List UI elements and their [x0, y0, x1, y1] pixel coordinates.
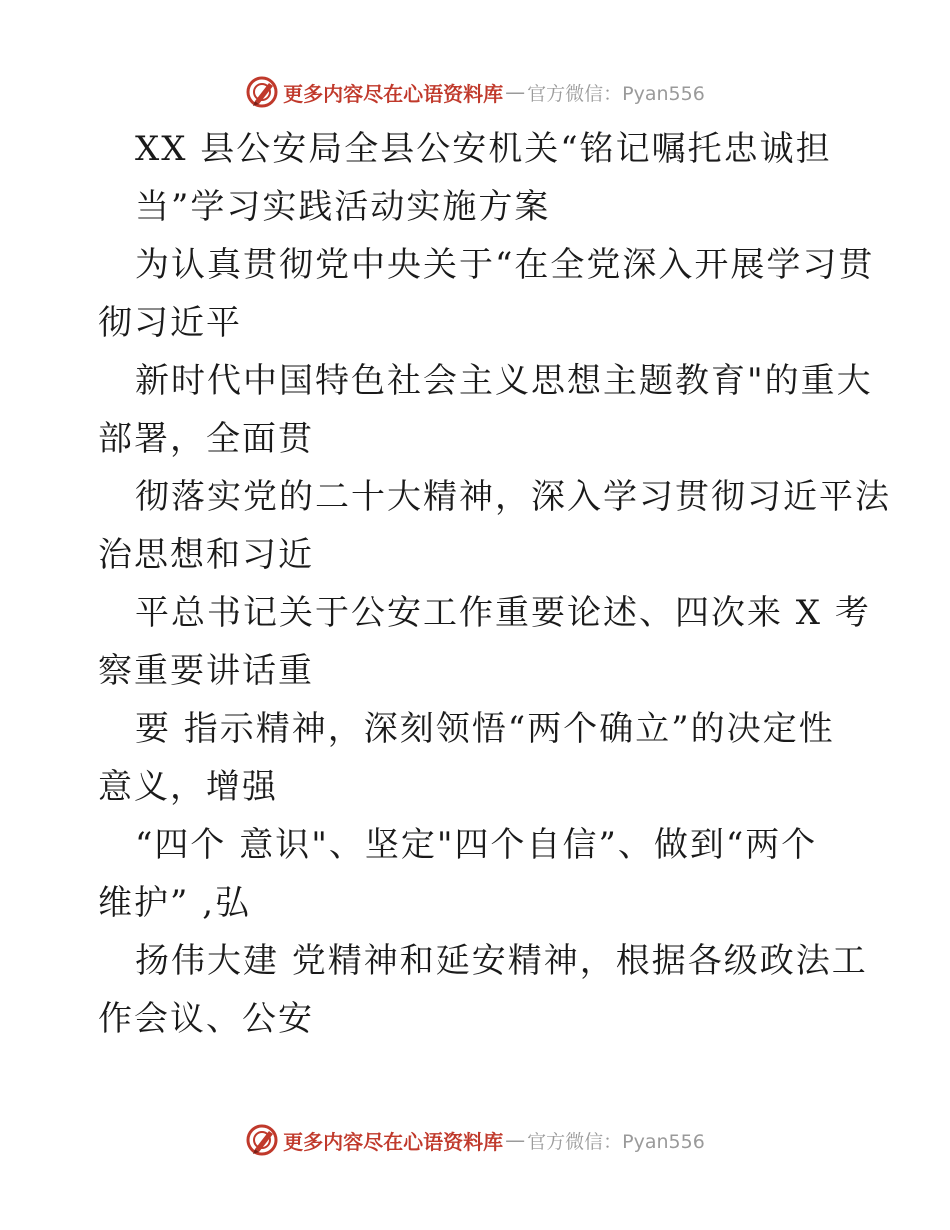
paragraph-line: 维护” ,弘: [98, 883, 251, 923]
paragraph-line: “四个 意识"、坚定"四个自信”、做到“两个: [135, 825, 818, 865]
watermark-dash: —: [505, 1128, 526, 1152]
paragraph-line: 平总书记关于公安工作重要论述、四次来 X 考: [135, 593, 871, 633]
document-title-line-1: XX 县公安局全县公安机关“铭记嘱托忠诚担: [135, 129, 832, 169]
watermark-banner-bottom: [0, 1120, 950, 1160]
watermark-banner-top: [0, 72, 950, 112]
pen-logo-icon: [245, 1123, 279, 1157]
paragraph-line: 要 指示精神，深刻领悟“两个确立”的决定性: [135, 709, 835, 749]
paragraph-line: 彻落实党的二十大精神，深入学习贯彻习近平法: [135, 477, 891, 517]
watermark-contact: 官方微信：Pyan556: [527, 1130, 705, 1153]
paragraph-line: 意义，增强: [98, 767, 278, 807]
pen-logo-icon: [245, 75, 279, 109]
watermark-text: 更多内容尽在心语资料库: [283, 1129, 504, 1154]
watermark-contact: 官方微信：Pyan556: [527, 82, 705, 105]
paragraph-line: 部署，全面贯: [98, 419, 314, 459]
paragraph-line: 作会议、公安: [98, 999, 314, 1039]
paragraph-line: 为认真贯彻党中央关于“在全党深入开展学习贯: [135, 245, 875, 285]
watermark-dash: —: [505, 80, 526, 104]
watermark-text: 更多内容尽在心语资料库: [283, 81, 504, 106]
document-title-line-2: 当”学习实践活动实施方案: [135, 187, 551, 227]
paragraph-line: 新时代中国特色社会主义思想主题教育"的重大: [135, 361, 873, 401]
paragraph-line: 彻习近平: [98, 303, 242, 343]
paragraph-line: 察重要讲话重: [98, 651, 314, 691]
paragraph-line: 扬伟大建 党精神和延安精神，根据各级政法工: [135, 941, 868, 981]
paragraph-line: 治思想和习近: [98, 535, 314, 575]
